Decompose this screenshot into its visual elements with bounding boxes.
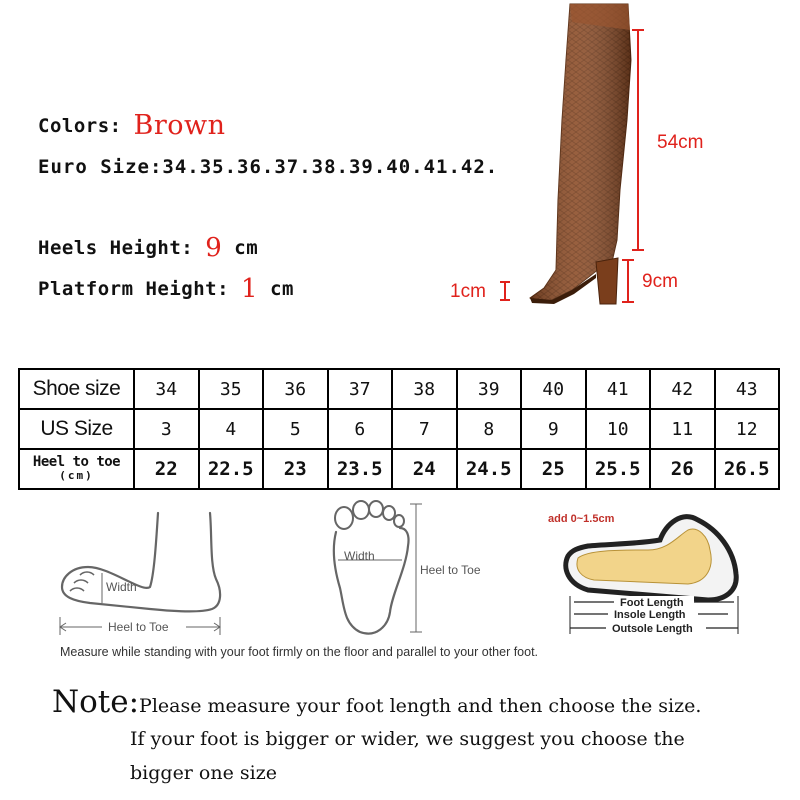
top-heel-to-toe-label: Heel to Toe: [420, 563, 481, 577]
row-label: Shoe size: [19, 369, 134, 409]
table-cell: 10: [586, 409, 651, 449]
heels-unit: cm: [234, 237, 259, 259]
table-cell: 37: [328, 369, 393, 409]
table-cell: 22.5: [199, 449, 264, 489]
note-line-2: If your foot is bigger or wider, we suggest you choose the: [130, 728, 685, 750]
table-cell: 4: [199, 409, 264, 449]
table-cell: 22: [134, 449, 199, 489]
table-cell: 39: [457, 369, 522, 409]
table-cell: 26: [650, 449, 715, 489]
note-line-3: bigger one size: [130, 762, 277, 784]
dimension-lines: [490, 20, 650, 320]
shoe-cross-section-diagram: [548, 500, 748, 645]
note-title: Note:: [52, 684, 140, 720]
table-row-shoe-size: [19, 369, 779, 409]
spec-euro-size: Euro Size:34.35.36.37.38.39.40.41.42.: [38, 156, 499, 178]
outsole-length-label: Outsole Length: [612, 623, 693, 635]
platform-unit: cm: [270, 278, 294, 300]
spec-heel-height: [38, 233, 258, 263]
heels-value: 9: [205, 233, 223, 263]
table-cell: 3: [134, 409, 199, 449]
size-chart-table: [18, 368, 780, 490]
table-row-us-size: [19, 409, 779, 449]
side-width-label: Width: [106, 580, 137, 594]
table-cell: 25: [521, 449, 586, 489]
colors-value: Brown: [133, 110, 226, 141]
top-width-label: Width: [344, 549, 375, 563]
table-cell: 41: [586, 369, 651, 409]
row-label: [19, 449, 134, 489]
table-cell: 7: [392, 409, 457, 449]
foot-length-label: Foot Length: [620, 597, 684, 609]
shaft-height-label: 54cm: [657, 132, 704, 153]
table-cell: 8: [457, 409, 522, 449]
add-allowance-label: add 0~1.5cm: [548, 513, 615, 525]
table-cell: 34: [134, 369, 199, 409]
colors-label: Colors:: [38, 115, 122, 137]
table-cell: 38: [392, 369, 457, 409]
note-line-1: Please measure your foot length and then choose the size.: [139, 695, 702, 717]
insole-length-label: Insole Length: [614, 609, 686, 621]
table-cell: 40: [521, 369, 586, 409]
platform-label: Platform Height:: [38, 278, 230, 300]
heel-height-label: 9cm: [642, 271, 678, 292]
table-cell: 23: [263, 449, 328, 489]
spec-colors: [38, 110, 226, 141]
table-row-heel-to-toe: [19, 449, 779, 489]
foot-top-diagram: [320, 498, 520, 643]
spec-platform-height: [38, 274, 294, 304]
table-cell: 36: [263, 369, 328, 409]
table-cell: 24.5: [457, 449, 522, 489]
table-cell: 25.5: [586, 449, 651, 489]
platform-value: 1: [241, 274, 259, 304]
row-label-unit: (cm): [59, 469, 94, 482]
row-label-text: Heel to toe: [32, 454, 121, 470]
table-cell: 5: [263, 409, 328, 449]
platform-height-label: 1cm: [450, 281, 486, 302]
table-cell: 12: [715, 409, 780, 449]
foot-side-diagram: [50, 505, 240, 645]
table-cell: 24: [392, 449, 457, 489]
table-cell: 42: [650, 369, 715, 409]
table-cell: 43: [715, 369, 780, 409]
heels-label: Heels Height:: [38, 237, 194, 259]
table-cell: 23.5: [328, 449, 393, 489]
table-cell: 11: [650, 409, 715, 449]
table-cell: 9: [521, 409, 586, 449]
measure-instruction: Measure while standing with your foot firmly on the floor and parallel to your other foot.: [60, 645, 539, 659]
table-cell: 35: [199, 369, 264, 409]
table-cell: 6: [328, 409, 393, 449]
side-heel-to-toe-label: Heel to Toe: [108, 620, 169, 634]
table-cell: 26.5: [715, 449, 780, 489]
note-block: [52, 684, 701, 720]
row-label: US Size: [19, 409, 134, 449]
